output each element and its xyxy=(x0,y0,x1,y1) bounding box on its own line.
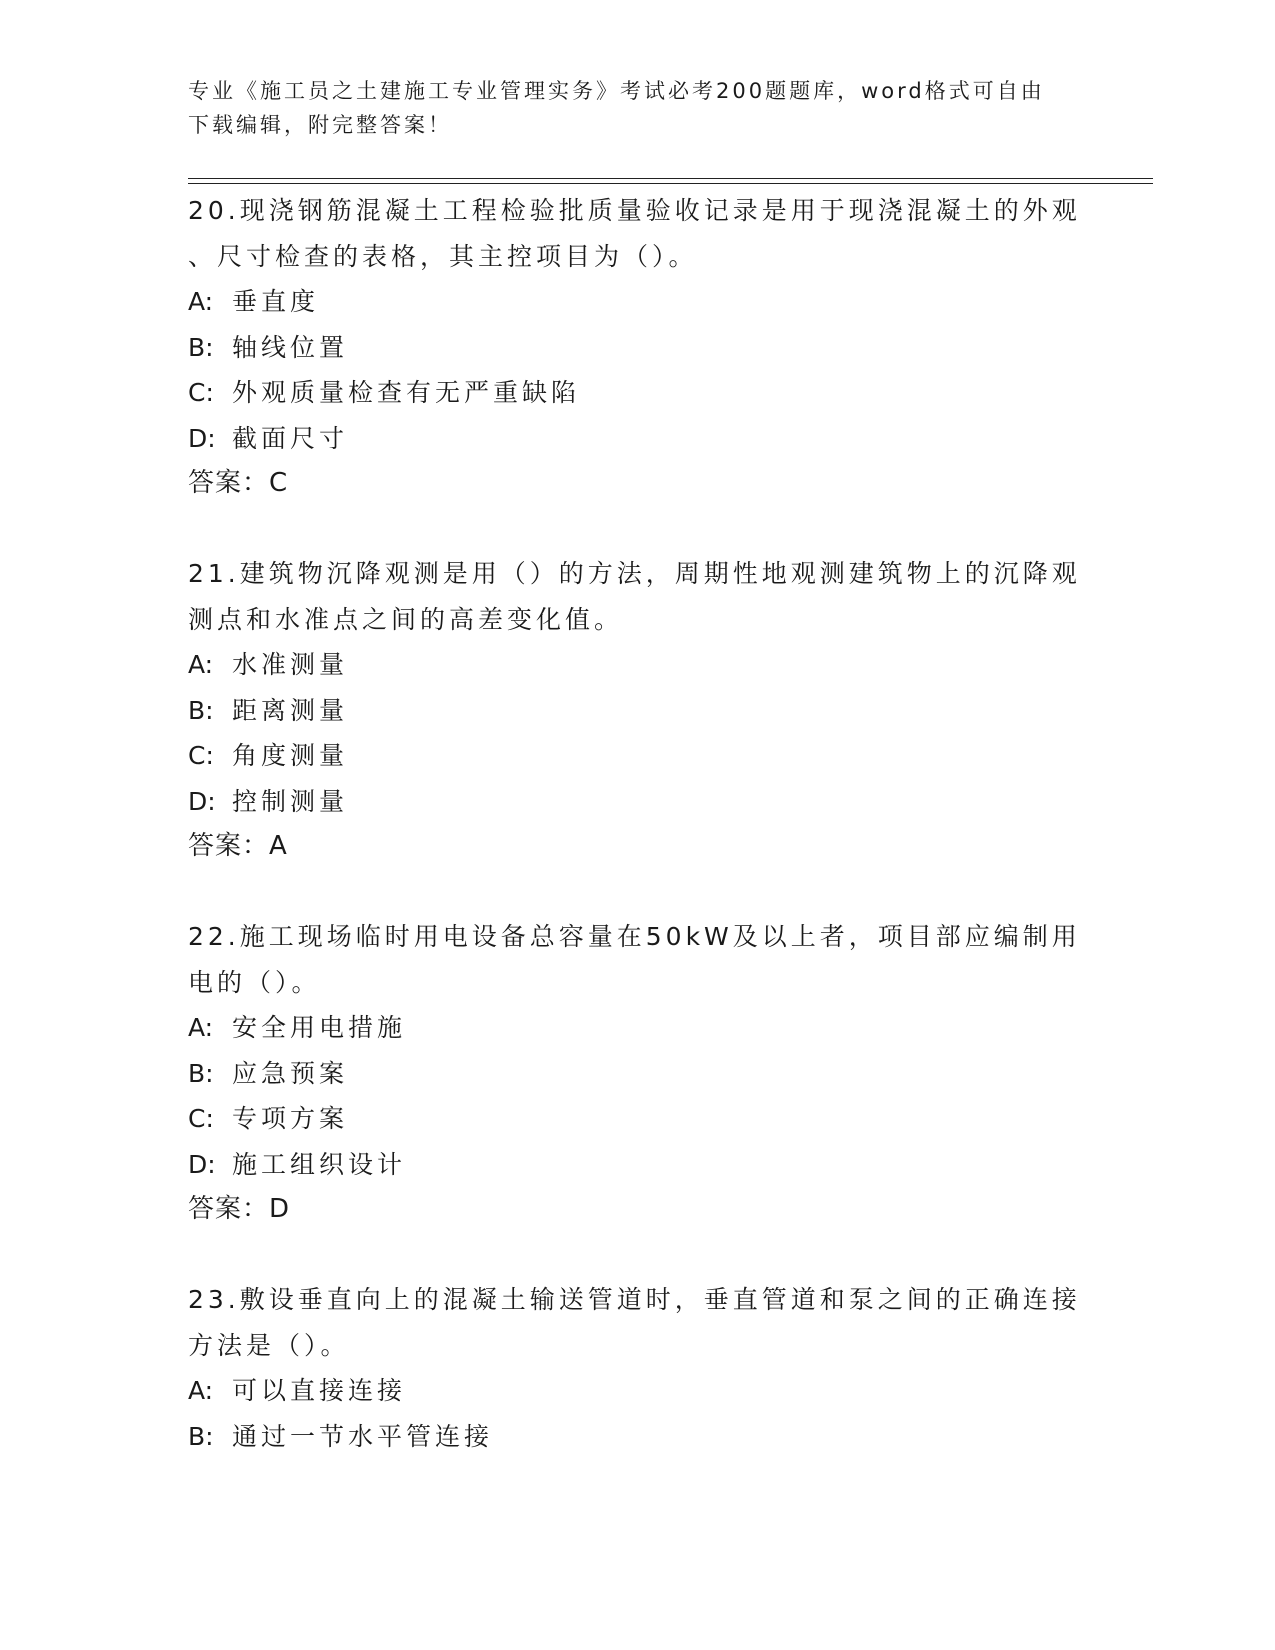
option-text: 水准测量 xyxy=(232,650,349,679)
option-c xyxy=(188,1096,1088,1142)
option-key: C: xyxy=(188,741,214,770)
option-d xyxy=(188,1142,1088,1188)
option-text: 截面尺寸 xyxy=(232,423,349,453)
option-text: 距离测量 xyxy=(232,695,349,725)
header-line-2: 下载编辑，附完整答案！ xyxy=(188,113,452,137)
question-stem-line-2: 电的（）。 xyxy=(188,967,321,997)
question-23 xyxy=(188,1277,1088,1459)
option-text: 应急预案 xyxy=(232,1058,349,1088)
answer-text: 答案：A xyxy=(188,831,288,861)
document-header xyxy=(188,74,1078,142)
option-a xyxy=(188,279,1088,325)
answer-text: 答案：D xyxy=(188,1194,291,1224)
question-stem-line-2: 、尺寸检查的表格，其主控项目为（）。 xyxy=(188,241,698,271)
option-key: A: xyxy=(188,1376,214,1405)
option-text: 安全用电措施 xyxy=(232,1013,407,1042)
header-divider-bottom xyxy=(188,183,1153,184)
option-text: 可以直接连接 xyxy=(232,1376,407,1405)
option-b xyxy=(188,1051,1088,1097)
option-text: 通过一节水平管连接 xyxy=(232,1421,494,1451)
option-a xyxy=(188,1005,1088,1051)
option-text: 垂直度 xyxy=(232,287,320,316)
option-text: 角度测量 xyxy=(232,741,349,770)
option-c xyxy=(188,733,1088,779)
option-b xyxy=(188,325,1088,371)
option-d xyxy=(188,416,1088,462)
option-a xyxy=(188,642,1088,688)
question-20 xyxy=(188,188,1088,507)
option-key: D: xyxy=(188,423,216,453)
question-21 xyxy=(188,551,1088,870)
option-d xyxy=(188,779,1088,825)
option-key: C: xyxy=(188,378,214,407)
option-key: A: xyxy=(188,650,214,679)
option-key: D: xyxy=(188,1149,216,1179)
answer-text: 答案：C xyxy=(188,468,289,498)
question-stem-line-1: 21.建筑物沉降观测是用（）的方法，周期性地观测建筑物上的沉降观 xyxy=(188,559,1081,588)
option-key: B: xyxy=(188,695,214,725)
option-key: A: xyxy=(188,287,214,316)
option-text: 施工组织设计 xyxy=(232,1149,407,1179)
option-text: 轴线位置 xyxy=(232,332,349,362)
option-key: B: xyxy=(188,332,214,362)
option-text: 专项方案 xyxy=(232,1104,349,1133)
question-stem-line-1: 20.现浇钢筋混凝土工程检验批质量验收记录是用于现浇混凝土的外观 xyxy=(188,196,1081,225)
option-key: B: xyxy=(188,1421,214,1451)
option-key: C: xyxy=(188,1104,214,1133)
header-divider-top xyxy=(188,178,1153,179)
question-stem-line-2: 方法是（）。 xyxy=(188,1330,350,1360)
option-a xyxy=(188,1368,1088,1414)
option-b xyxy=(188,688,1088,734)
option-key: A: xyxy=(188,1013,214,1042)
option-c xyxy=(188,370,1088,416)
option-key: B: xyxy=(188,1058,214,1088)
header-line-1: 专业《施工员之土建施工专业管理实务》考试必考200题题库，word格式可自由 xyxy=(188,79,1045,103)
option-key: D: xyxy=(188,786,216,816)
question-stem-line-1: 22.施工现场临时用电设备总容量在50kW及以上者，项目部应编制用 xyxy=(188,922,1081,951)
option-b xyxy=(188,1414,1088,1460)
question-22 xyxy=(188,914,1088,1233)
option-text: 外观质量检查有无严重缺陷 xyxy=(232,378,581,407)
question-stem-line-1: 23.敷设垂直向上的混凝土输送管道时，垂直管道和泵之间的正确连接 xyxy=(188,1285,1081,1314)
option-text: 控制测量 xyxy=(232,786,349,816)
question-stem-line-2: 测点和水准点之间的高差变化值。 xyxy=(188,604,624,634)
